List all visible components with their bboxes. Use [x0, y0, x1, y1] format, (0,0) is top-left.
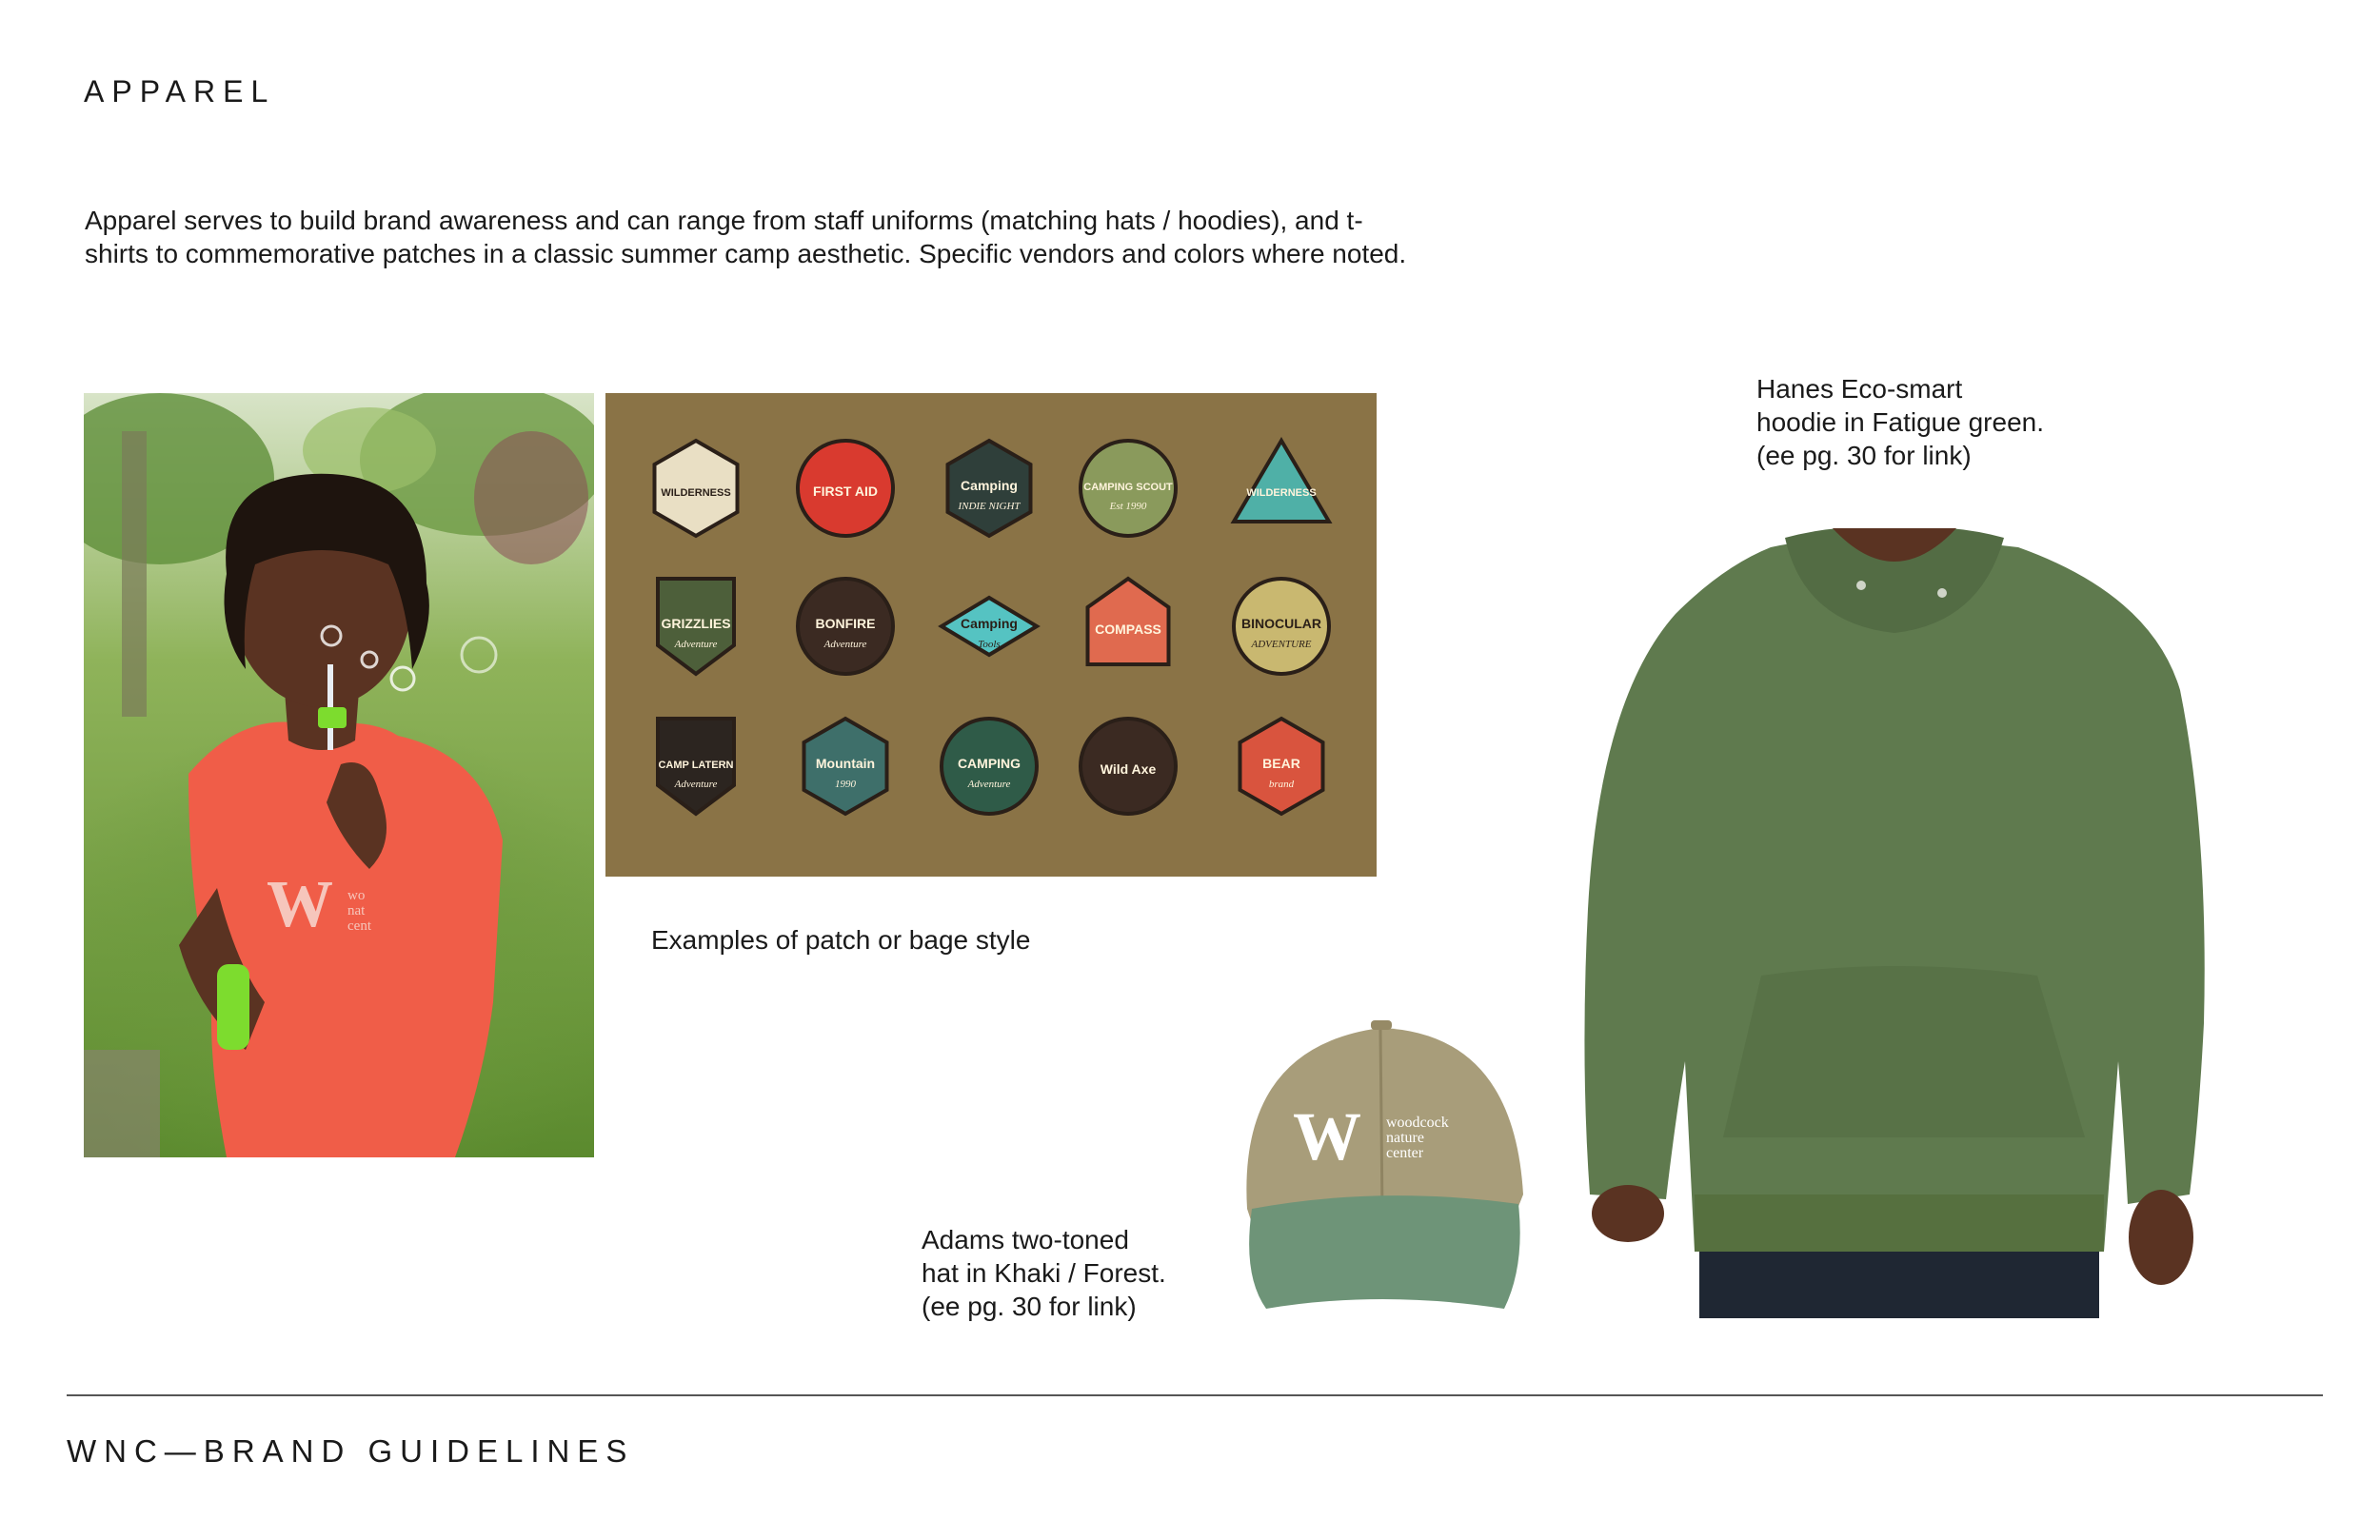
intro-paragraph: Apparel serves to build brand awareness and can range from staff uniforms (matching hats / hoodies), and t-shirts to commemorative patches in a classic summer camp aesthetic. Specific vendors and colors where noted. — [85, 206, 1407, 268]
patch-15-sublabel: brand — [1268, 779, 1295, 790]
patch-14 — [1081, 719, 1176, 814]
shirt-logo-mark: W — [267, 868, 333, 941]
patch-6-label: GRIZZLIES — [661, 616, 731, 631]
hat-logo-mark: W — [1293, 1098, 1361, 1175]
footer-divider — [67, 1394, 2323, 1396]
patch-13 — [942, 719, 1037, 814]
patch-4-sublabel: Est 1990 — [1109, 501, 1147, 512]
tshirt-photo — [84, 393, 594, 1157]
patch-3-sublabel: INDIE NIGHT — [958, 501, 1021, 512]
hoodie-illustration — [1571, 528, 2228, 1318]
patch-10 — [1234, 579, 1329, 674]
patch-1-label: WILDERNESS — [661, 487, 731, 499]
patch-board — [605, 393, 1377, 877]
patch-13-label: CAMPING — [957, 756, 1021, 771]
patch-4 — [1081, 441, 1176, 536]
patch-2 — [798, 441, 893, 536]
patch-11-sublabel: Adventure — [674, 779, 718, 790]
shirt-logo-text — [347, 888, 371, 934]
hoodie-caption-line-1: Hanes Eco-smart — [1756, 374, 1963, 404]
hoodie-caption-line-2: hoodie in Fatigue green. — [1756, 407, 2044, 437]
hat-caption-line-2: hat in Khaki / Forest. — [922, 1258, 1166, 1288]
patch-14-label: Wild Axe — [1100, 761, 1157, 777]
footer-title: WNC—BRAND GUIDELINES — [67, 1433, 635, 1469]
shirt-logo-line-3: cent — [347, 918, 371, 934]
patch-10-sublabel: ADVENTURE — [1251, 639, 1312, 650]
patch-10-label: BINOCULAR — [1241, 616, 1321, 631]
patch-13-sublabel: Adventure — [967, 779, 1011, 790]
hat-illustration — [1228, 990, 1531, 1318]
hat-logo-line-1: woodcock — [1386, 1115, 1449, 1131]
page-heading: APPAREL — [84, 74, 276, 109]
patch-12-sublabel: 1990 — [835, 779, 856, 790]
hoodie-photo — [1571, 528, 2228, 1318]
patch-5-label: WILDERNESS — [1246, 487, 1317, 499]
patch-7-label: BONFIRE — [815, 616, 876, 631]
patch-7 — [798, 579, 893, 674]
hat-logo-line-2: nature — [1386, 1130, 1424, 1146]
tshirt-photo-illustration — [84, 393, 594, 1157]
hat-logo-text — [1386, 1116, 1449, 1161]
patch-9-label: COMPASS — [1095, 622, 1161, 637]
hat-caption — [922, 1223, 1166, 1323]
patches-caption: Examples of patch or bage style — [651, 925, 1031, 955]
patch-11-label: CAMP LATERN — [658, 760, 734, 771]
patch-3-label: Camping — [961, 478, 1018, 493]
shirt-logo-line-1: wo — [347, 888, 366, 903]
patch-7-sublabel: Adventure — [823, 639, 867, 650]
hat-caption-line-3: (ee pg. 30 for link) — [922, 1292, 1137, 1321]
shirt-logo-line-2: nat — [347, 903, 366, 918]
hat-photo — [1228, 990, 1531, 1318]
patch-2-label: FIRST AID — [813, 484, 878, 499]
patch-15-label: BEAR — [1262, 756, 1300, 771]
patch-board-illustration — [605, 393, 1377, 877]
hoodie-caption-line-3: (ee pg. 30 for link) — [1756, 441, 1972, 470]
patch-12-label: Mountain — [815, 756, 876, 771]
hat-caption-line-1: Adams two-toned — [922, 1225, 1129, 1254]
hoodie-caption — [1756, 372, 2044, 472]
patch-8-sublabel: Tools — [978, 639, 1001, 650]
hat-logo-line-3: center — [1386, 1145, 1424, 1161]
patch-4-label: CAMPING SCOUT — [1083, 482, 1173, 493]
patch-8-label: Camping — [961, 616, 1018, 631]
patch-6-sublabel: Adventure — [674, 639, 718, 650]
